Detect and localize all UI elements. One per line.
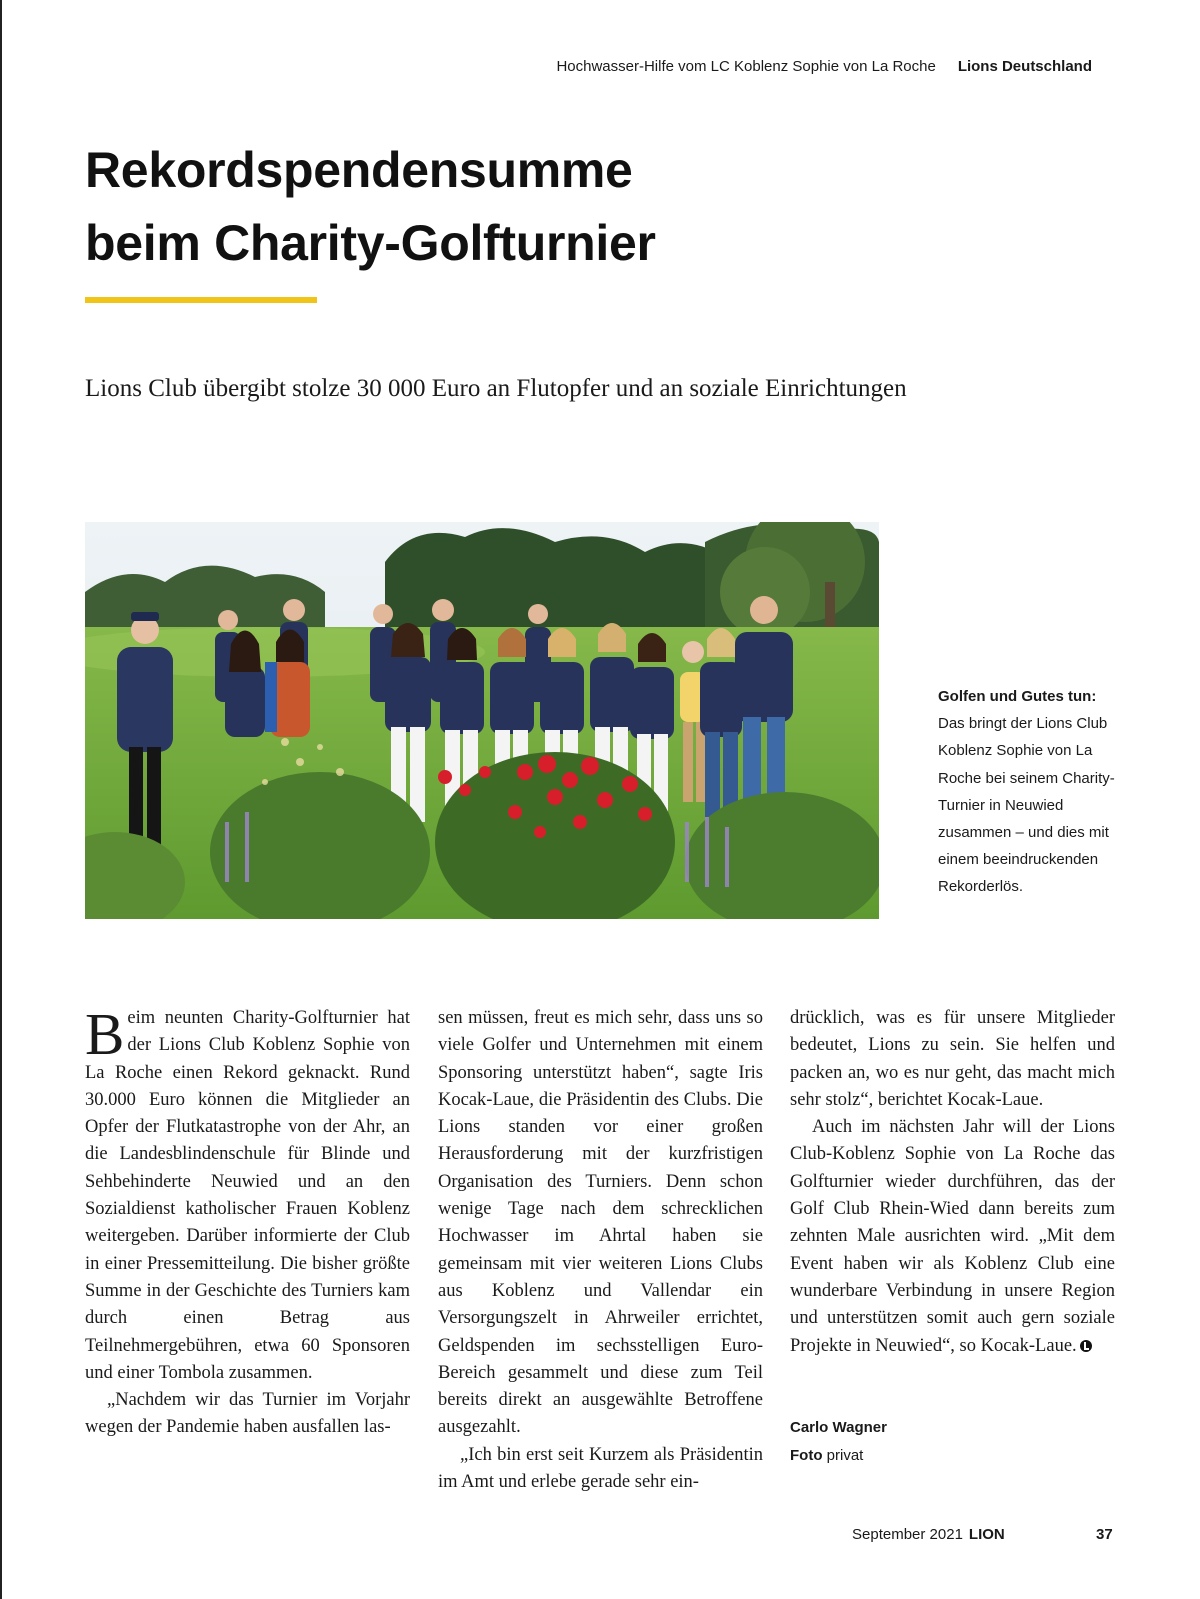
- header-kicker: Hochwasser-Hilfe vom LC Koblenz Sophie von La Roche: [556, 58, 936, 75]
- page-number: 37: [1096, 1526, 1113, 1543]
- photo-credit: privat: [826, 1447, 864, 1464]
- article-column-2: [438, 1005, 763, 1496]
- title-line-1: Rekordspendensumme: [85, 142, 633, 198]
- photo-caption: [938, 683, 1123, 901]
- article-column-1: [85, 1001, 410, 1442]
- paragraph: drücklich, was es für unsere Mitglieder bedeutet, Lions zu sein. Sie helfen und packen an, wo es nur geht, das macht mich sehr stolz“, berichtet Kocak-Laue.: [790, 1008, 1115, 1110]
- article-subtitle: Lions Club übergibt stolze 30 000 Euro an Flutopfer und an soziale Einrichtungen: [85, 375, 907, 402]
- paragraph-text: eim neunten Charity-Golfturnier hat der Lions Club Koblenz Sophie von La Roche einen Rekord geknackt. Rund 30.000 Euro können die Mitglieder an Opfer der Flutkatastrophe von der Ahr, an die Landesblindenschule für Blinde und Sehbehinderte Neuwied und an den Sozialdienst katholischer Frauen Koblenz weitergeben. Darüber informierte der Club in einer Pressemitteilung. Die bisher größte Summe in der Geschichte des Turniers kam durch einen Betrag aus Teilnehmergebühren, etwa 60 Sponsoren und einer Tombola zusammen.: [85, 1008, 410, 1383]
- article-title: [85, 134, 656, 280]
- title-accent-bar: [85, 297, 317, 303]
- running-header: [556, 58, 1092, 75]
- paragraph: „Nachdem wir das Turnier im Vorjahr wegen der Pandemie haben ausfallen las-: [85, 1390, 410, 1438]
- paragraph: „Ich bin erst seit Kurzem als Präsidentin im Amt und erlebe gerade sehr ein-: [438, 1444, 763, 1493]
- group-photo-illustration: [85, 522, 879, 919]
- group-photo: [85, 522, 879, 919]
- paragraph: [85, 1001, 410, 1387]
- page-footer: [852, 1526, 1113, 1543]
- photo-credit-label: Foto: [790, 1447, 823, 1464]
- lion-end-mark-icon: [1080, 1340, 1092, 1352]
- article-column-3: [790, 1005, 1115, 1360]
- author-name: Carlo Wagner: [790, 1419, 887, 1436]
- footer-issue: September 2021: [852, 1526, 963, 1543]
- footer-magazine: LION: [968, 1526, 1005, 1543]
- paragraph: sen müssen, freut es mich sehr, dass uns so viele Golfer und Unternehmen mit einem Sponsoring unterstützt haben“, sagte Iris Kocak-Laue, die Präsidentin des Clubs. Die Lions standen vor einer großen Herausforderung mit der kurzfristigen Organisation des Turniers. Denn schon wenige Tage nach dem schrecklichen Hochwasser im Ahrtal haben sie gemeinsam mit vier weiteren Lions Clubs aus Koblenz und Vallendar ein Versorgungszelt in Ahrweiler errichtet, Geldspenden im sechsstelligen Euro-Bereich gesammelt und diese zum Teil bereits direkt an ausgewählte Betroffene ausgezahlt.: [438, 1008, 763, 1438]
- title-line-2: beim Charity-Golfturnier: [85, 215, 656, 271]
- paragraph: [790, 1114, 1115, 1360]
- page-edge-line: [0, 0, 2, 1599]
- byline: [790, 1414, 887, 1470]
- drop-cap: B: [85, 1001, 125, 1067]
- caption-lead: Golfen und Gutes tun:: [938, 688, 1097, 705]
- paragraph-text: Auch im nächsten Jahr will der Lions Club-Koblenz Sophie von La Roche das Golfturnier wieder durchführen, das der Golf Club Rhein-Wied dann bereits zum zehnten Male ausrichten wird. „Mit dem Event haben wir als Koblenz Club eine wunderbare Verbindung in unsere Region und unterstützen somit auch gern soziale Projekte in Neuwied“, so Kocak-Laue.: [790, 1117, 1115, 1356]
- header-section: Lions Deutschland: [957, 58, 1092, 75]
- caption-text: Das bringt der Lions Club Koblenz Sophie von La Roche bei seinem Charity-Turnier in Neuwied zusammen – und dies mit einem beeindruckenden Rekorderlös.: [938, 715, 1115, 896]
